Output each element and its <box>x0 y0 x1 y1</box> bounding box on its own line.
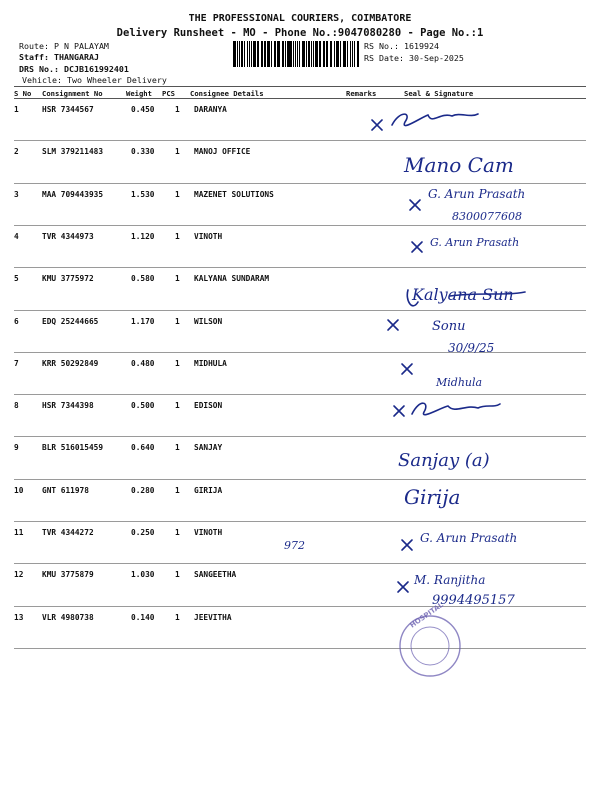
rs-no-label: RS No.: <box>364 41 399 51</box>
stamp-text: HOSPITAL <box>408 600 445 630</box>
row-sno: 12 <box>14 570 24 580</box>
remark-note-11: 972 <box>284 539 305 552</box>
staff-value: THANGARAJ <box>53 52 99 62</box>
row-sno: 10 <box>14 485 24 495</box>
row-pcs: 1 <box>175 274 180 284</box>
row-consignment: VLR 4980738 <box>42 612 94 622</box>
row-pcs: 1 <box>175 105 180 114</box>
row-sno: 8 <box>14 401 19 411</box>
row-pcs: 1 <box>175 147 180 157</box>
row-consignee: SANGEETHA <box>194 570 237 580</box>
signature-1 <box>392 114 478 126</box>
tick-mark-7 <box>402 364 412 374</box>
tick-mark-1 <box>372 120 382 130</box>
row-weight: 0.280 <box>131 485 155 495</box>
row-pcs: 1 <box>175 443 180 453</box>
signature-7: Midhula <box>436 376 483 389</box>
row-consignment: HSR 7344567 <box>42 105 94 114</box>
row-pcs: 1 <box>175 316 180 326</box>
row-consignment: BLR 516015459 <box>42 443 104 453</box>
row-weight: 0.250 <box>131 528 155 537</box>
row-sno: 2 <box>14 147 19 157</box>
hospital-stamp <box>400 601 460 676</box>
row-consignee: MIDHULA <box>194 358 227 368</box>
row-consignment: KMU 3775972 <box>42 274 94 284</box>
tick-mark-12 <box>398 582 408 592</box>
col-header-pcs: PCS <box>162 89 175 98</box>
route-label: Route: <box>19 41 49 51</box>
row-weight: 0.480 <box>131 358 155 368</box>
row-sno: 13 <box>14 612 24 622</box>
row-consignee: VINOTH <box>194 231 223 241</box>
row-consignee: KALYANA SUNDARAM <box>194 274 270 284</box>
tick-mark-8 <box>394 406 404 416</box>
route-value: P N PALAYAM <box>53 41 109 51</box>
rs-date-label: RS Date: <box>364 53 404 63</box>
row-weight: 0.450 <box>131 105 155 114</box>
row-pcs: 1 <box>175 485 180 495</box>
row-sno: 7 <box>14 358 19 368</box>
row-consignment: GNT 611978 <box>42 485 89 495</box>
row-consignee: EDISON <box>194 401 223 411</box>
row-weight: 1.530 <box>131 189 155 199</box>
row-consignee: JEEVITHA <box>194 612 232 622</box>
row-consignee: MANOJ OFFICE <box>194 147 251 157</box>
signature-9: Sanjay (a) <box>398 450 490 471</box>
row-sno: 6 <box>14 316 19 326</box>
company-title: THE PROFESSIONAL COURIERS, COIMBATORE <box>188 13 412 24</box>
row-consignee: MAZENET SOLUTIONS <box>194 189 274 199</box>
col-header-consignee: Consignee Details <box>190 89 264 98</box>
signature-2: Mano Cam <box>404 153 514 177</box>
col-header-weight: Weight <box>126 89 152 98</box>
row-consignee: SANJAY <box>194 443 223 453</box>
row-weight: 1.170 <box>131 316 155 326</box>
tick-mark-3 <box>410 200 420 210</box>
signature-5: Kalyana Sun <box>412 285 514 304</box>
row-weight: 0.500 <box>131 401 155 411</box>
row-weight: 0.580 <box>131 274 155 284</box>
row-sno: 5 <box>14 274 19 284</box>
row-sno: 1 <box>14 105 19 114</box>
row-sno: 3 <box>14 189 19 199</box>
row-pcs: 1 <box>175 358 180 368</box>
row-sno: 9 <box>14 443 19 453</box>
signature-6: Sonu <box>432 319 466 334</box>
col-header-seal: Seal & Signature <box>404 89 474 98</box>
signature-11: G. Arun Prasath <box>420 531 518 545</box>
row-pcs: 1 <box>175 231 180 241</box>
drs-value: DCJB161992401 <box>63 64 129 74</box>
signature-3-phone: 8300077608 <box>452 210 522 223</box>
staff-label: Staff: <box>19 52 49 62</box>
vehicle-value: Two Wheeler Delivery <box>66 75 167 85</box>
row-consignment: MAA 709443935 <box>42 189 104 199</box>
signature-6-date: 30/9/25 <box>448 341 495 355</box>
rs-no-value: 1619924 <box>403 41 439 51</box>
col-header-consignment: Consignment No <box>42 89 103 98</box>
row-consignee: VINOTH <box>194 528 223 537</box>
row-weight: 1.120 <box>131 231 155 241</box>
tick-mark-4 <box>412 242 422 252</box>
row-consignment: KMU 3775879 <box>42 570 94 580</box>
rs-date-value: 30-Sep-2025 <box>408 53 464 63</box>
row-sno: 11 <box>14 528 24 537</box>
row-pcs: 1 <box>175 528 180 537</box>
tick-mark-6 <box>388 320 398 330</box>
row-consignment: TVR 4344973 <box>42 231 94 241</box>
signature-4: G. Arun Prasath <box>430 236 520 249</box>
signature-10: Girija <box>404 485 461 509</box>
drs-label: DRS No.: <box>19 64 59 74</box>
row-pcs: 1 <box>175 189 180 199</box>
row-consignment: HSR 7344398 <box>42 401 94 411</box>
signature-12-name: M. Ranjitha <box>414 573 486 587</box>
row-pcs: 1 <box>175 570 180 580</box>
row-weight: 0.640 <box>131 443 155 453</box>
row-pcs: 1 <box>175 612 180 622</box>
signature-12-phone: 9994495157 <box>432 593 515 608</box>
row-weight: 0.140 <box>131 612 155 622</box>
row-weight: 0.330 <box>131 147 155 157</box>
signature-3-name: G. Arun Prasath <box>428 187 526 201</box>
row-consignment: TVR 4344272 <box>42 528 94 537</box>
row-sno: 4 <box>14 231 19 241</box>
vehicle-label: Vehicle: <box>22 75 62 85</box>
col-header-remarks: Remarks <box>346 89 377 98</box>
row-consignee: GIRIJA <box>194 485 223 495</box>
signature-8 <box>412 403 500 414</box>
row-consignment: SLM 379211483 <box>42 147 104 157</box>
row-consignment: EDQ 25244665 <box>42 316 99 326</box>
row-pcs: 1 <box>175 401 180 411</box>
row-consignment: KRR 50292849 <box>42 358 99 368</box>
col-header-sno: S No <box>14 89 32 98</box>
row-consignee: WILSON <box>194 316 223 326</box>
runsheet-title: Delivery Runsheet - MO - Phone No.:9047080280 - Page No.:1 <box>116 27 484 39</box>
row-consignee: DARANYA <box>194 105 227 114</box>
row-weight: 1.030 <box>131 570 155 580</box>
tick-mark-11 <box>402 540 412 550</box>
